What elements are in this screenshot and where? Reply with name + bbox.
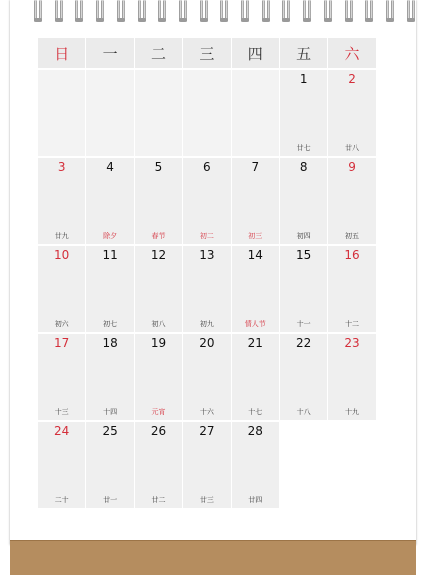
weekday-header-cell: 一 bbox=[86, 38, 133, 68]
day-number: 21 bbox=[247, 336, 263, 350]
day-cell[interactable] bbox=[38, 246, 85, 332]
day-number: 16 bbox=[344, 248, 360, 262]
day-number: 18 bbox=[102, 336, 118, 350]
day-number: 7 bbox=[251, 160, 260, 174]
day-cell[interactable] bbox=[328, 246, 375, 332]
binding-ring bbox=[323, 0, 333, 24]
lunar-date-label: 初四 bbox=[296, 232, 311, 240]
lunar-date-label: 元宵 bbox=[151, 408, 166, 416]
lunar-date-label: 十八 bbox=[296, 408, 311, 416]
binding-ring bbox=[385, 0, 395, 24]
empty-day-cell bbox=[183, 70, 230, 156]
binding-ring bbox=[157, 0, 167, 24]
calendar-stand-base bbox=[10, 540, 416, 575]
lunar-date-label: 十四 bbox=[103, 408, 118, 416]
binding-ring bbox=[364, 0, 374, 24]
day-number: 6 bbox=[203, 160, 211, 174]
day-cell[interactable] bbox=[280, 334, 327, 420]
day-number: 1 bbox=[299, 72, 308, 86]
lunar-date-label: 十七 bbox=[248, 408, 263, 416]
day-cell[interactable] bbox=[328, 70, 375, 156]
binding-ring bbox=[261, 0, 271, 24]
binding-ring bbox=[219, 0, 229, 24]
lunar-date-label: 廿一 bbox=[103, 496, 118, 504]
day-number: 26 bbox=[150, 424, 167, 438]
empty-day-cell bbox=[328, 422, 375, 508]
empty-day-cell bbox=[135, 70, 182, 156]
binding-ring bbox=[344, 0, 354, 24]
day-cell[interactable] bbox=[135, 158, 182, 244]
day-number: 25 bbox=[102, 424, 118, 438]
lunar-date-label: 初九 bbox=[199, 320, 214, 328]
lunar-date-label: 廿九 bbox=[54, 232, 69, 240]
binding-ring bbox=[199, 0, 209, 24]
day-cell[interactable] bbox=[328, 158, 375, 244]
lunar-date-label: 十六 bbox=[199, 408, 214, 416]
empty-day-cell bbox=[280, 422, 327, 508]
day-number: 5 bbox=[154, 160, 163, 174]
day-number: 19 bbox=[150, 336, 167, 350]
day-cell[interactable] bbox=[232, 158, 279, 244]
weekday-header-cell: 三 bbox=[183, 38, 230, 68]
day-number: 14 bbox=[247, 248, 263, 262]
day-number: 12 bbox=[150, 248, 167, 262]
spiral-binding bbox=[0, 0, 430, 28]
binding-ring bbox=[54, 0, 64, 24]
week-row bbox=[38, 334, 384, 422]
day-cell[interactable] bbox=[280, 246, 327, 332]
day-cell[interactable] bbox=[86, 334, 133, 420]
lunar-date-label: 初五 bbox=[345, 232, 360, 240]
day-cell[interactable] bbox=[135, 422, 182, 508]
lunar-date-label: 十一 bbox=[296, 320, 311, 328]
binding-ring bbox=[33, 0, 43, 24]
day-cell[interactable] bbox=[38, 334, 85, 420]
day-cell[interactable] bbox=[86, 246, 133, 332]
day-cell[interactable] bbox=[280, 70, 327, 156]
lunar-date-label: 初二 bbox=[199, 232, 214, 240]
lunar-date-label: 廿三 bbox=[199, 496, 214, 504]
day-number: 27 bbox=[199, 424, 215, 438]
week-row bbox=[38, 422, 384, 510]
weekday-header-cell: 日 bbox=[38, 38, 85, 68]
day-cell[interactable] bbox=[183, 422, 230, 508]
lunar-date-label: 情人节 bbox=[244, 320, 266, 328]
lunar-date-label: 二十 bbox=[54, 496, 69, 504]
day-cell[interactable] bbox=[183, 334, 230, 420]
day-number: 22 bbox=[296, 336, 312, 350]
lunar-date-label: 初三 bbox=[248, 232, 263, 240]
month-grid bbox=[38, 38, 384, 510]
day-number: 3 bbox=[57, 160, 66, 174]
weekday-header-cell: 二 bbox=[135, 38, 182, 68]
day-cell[interactable] bbox=[232, 422, 279, 508]
day-number: 11 bbox=[102, 248, 118, 262]
binding-ring bbox=[95, 0, 105, 24]
binding-ring bbox=[302, 0, 312, 24]
day-cell[interactable] bbox=[38, 422, 85, 508]
binding-ring bbox=[240, 0, 250, 24]
lunar-date-label: 廿八 bbox=[345, 144, 360, 152]
weekday-header-cell: 六 bbox=[328, 38, 375, 68]
lunar-date-label: 十三 bbox=[54, 408, 69, 416]
day-number: 2 bbox=[348, 72, 356, 86]
day-number: 20 bbox=[199, 336, 215, 350]
binding-ring bbox=[406, 0, 416, 24]
binding-ring bbox=[74, 0, 84, 24]
day-cell[interactable] bbox=[328, 334, 375, 420]
binding-ring bbox=[137, 0, 147, 24]
day-cell[interactable] bbox=[280, 158, 327, 244]
lunar-date-label: 初八 bbox=[151, 320, 166, 328]
lunar-date-label: 十二 bbox=[345, 320, 360, 328]
day-cell[interactable] bbox=[183, 158, 230, 244]
lunar-date-label: 初六 bbox=[54, 320, 69, 328]
day-cell[interactable] bbox=[183, 246, 230, 332]
day-number: 4 bbox=[106, 160, 114, 174]
lunar-date-label: 春节 bbox=[151, 232, 166, 240]
lunar-date-label: 十九 bbox=[345, 408, 360, 416]
binding-ring bbox=[178, 0, 188, 24]
lunar-date-label: 除夕 bbox=[103, 232, 118, 240]
day-cell[interactable] bbox=[135, 246, 182, 332]
lunar-date-label: 廿七 bbox=[296, 144, 311, 152]
week-row bbox=[38, 246, 384, 334]
lunar-date-label: 初七 bbox=[103, 320, 118, 328]
day-cell[interactable] bbox=[86, 422, 133, 508]
lunar-date-label: 廿四 bbox=[248, 496, 263, 504]
day-cell[interactable] bbox=[135, 334, 182, 420]
empty-day-cell bbox=[38, 70, 85, 156]
day-number: 13 bbox=[199, 248, 215, 262]
empty-day-cell bbox=[86, 70, 133, 156]
binding-ring bbox=[281, 0, 291, 24]
day-number: 17 bbox=[54, 336, 70, 350]
week-row bbox=[38, 70, 384, 158]
day-number: 24 bbox=[54, 424, 70, 438]
day-cell[interactable] bbox=[86, 158, 133, 244]
week-row bbox=[38, 158, 384, 246]
day-number: 10 bbox=[54, 248, 70, 262]
day-cell[interactable] bbox=[232, 334, 279, 420]
day-cell[interactable] bbox=[232, 246, 279, 332]
weekday-header-cell: 四 bbox=[232, 38, 279, 68]
day-cell[interactable] bbox=[38, 158, 85, 244]
weekday-header-cell: 五 bbox=[280, 38, 327, 68]
day-number: 15 bbox=[296, 248, 312, 262]
lunar-date-label: 廿二 bbox=[151, 496, 166, 504]
day-number: 8 bbox=[299, 160, 308, 174]
binding-ring bbox=[116, 0, 126, 24]
day-number: 28 bbox=[247, 424, 263, 438]
day-number: 9 bbox=[348, 160, 356, 174]
day-number: 23 bbox=[344, 336, 360, 350]
empty-day-cell bbox=[232, 70, 279, 156]
weekday-header-row bbox=[38, 38, 384, 70]
